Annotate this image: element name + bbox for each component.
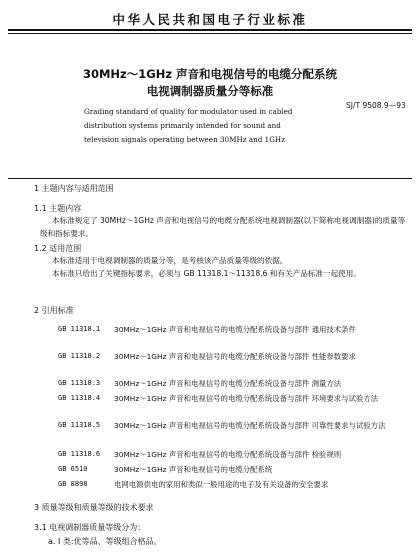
- ref-text: 电网电源供电的家用和类似一般用途的电子及有关设备的安全要求: [114, 480, 329, 489]
- ref-code: GB 11318.6: [58, 450, 101, 458]
- standard-category-header: 中华人民共和国电子行业标准: [112, 12, 308, 27]
- ref-text: 30MHz～1GHz 声音和电视信号的电缆分配系统设备与部件 检验规则: [114, 450, 342, 459]
- ref-text: 30MHz～1GHz 声音和电视信号的电缆分配系统设备与部件 性能参数要求: [114, 352, 356, 361]
- ref-code: GB 11318.1: [58, 325, 101, 333]
- section-1-2-text-2: 本标准只给出了关键指标要求，必须与 GB 11318.1～11318.6 和有关产品标准一起使用。: [52, 269, 361, 278]
- ref-code: GB 11318.4: [58, 394, 101, 402]
- ref-code: GB 11318.5: [58, 421, 101, 429]
- title-line-2: 电视调制器质量分等标准: [146, 84, 274, 98]
- ref-code: GB 8898: [58, 480, 88, 488]
- english-title-line: television signals operating between 30MHz and 1GHz: [84, 135, 285, 144]
- section-3-1-heading: 3.1 电视调制器质量等级分为：: [34, 523, 146, 532]
- ref-text: 30MHz～1GHz 声音和电视信号的电缆分配系统设备与部件 可靠性要求与试验方法: [114, 421, 386, 430]
- header-rule-thin: [8, 33, 412, 34]
- english-title-line: Grading standard of quality for modulator used in cabled: [84, 107, 293, 116]
- section-divider: [8, 178, 412, 179]
- section-1-2-heading: 1.2 适用范围: [34, 244, 82, 253]
- section-3-heading: 3 质量等级和质量等级的技术要求: [34, 503, 154, 512]
- ref-text: 30MHz～1GHz 声音和电视信号的电缆分配系统: [114, 465, 273, 474]
- section-1-1-heading: 1.1 主题内容: [34, 204, 82, 213]
- ref-text: 30MHz～1GHz 声音和电视信号的电缆分配系统设备与部件 通用技术条件: [114, 325, 356, 334]
- english-title-line: distribution systems primarily intended for sound and: [84, 121, 281, 130]
- standard-code: SJ/T 9508.9—93: [346, 101, 406, 110]
- ref-text: 30MHz～1GHz 声音和电视信号的电缆分配系统设备与部件 测量方法: [114, 379, 342, 388]
- ref-text: 30MHz～1GHz 声音和电视信号的电缆分配系统设备与部件 环境要求与试验方法: [114, 394, 379, 403]
- ref-code: GB 11318.3: [58, 379, 101, 387]
- ref-code: GB 11318.2: [58, 352, 101, 360]
- ref-code: GB 6510: [58, 465, 88, 473]
- section-3-1-item: a. I 类:优等品、等级组合格品。: [48, 537, 162, 546]
- header-rule-thick: [8, 29, 412, 31]
- section-1-1-text: 本标准规定了 30MHz～1GHz 声音和电视信号的电缆分配系统电视调制器(以下简称电视调制器)的质量等级和指标要求。: [40, 216, 406, 238]
- section-1-2-text-1: 本标准适用于电视调制器的质量分等，是考核该产品质量等级的依据。: [52, 256, 288, 265]
- section-2-heading: 2 引用标准: [34, 306, 74, 315]
- title-line-1: 30MHz～1GHz 声音和电视信号的电缆分配系统: [82, 67, 338, 81]
- section-1-heading: 1 主题内容与适用范围: [34, 184, 114, 193]
